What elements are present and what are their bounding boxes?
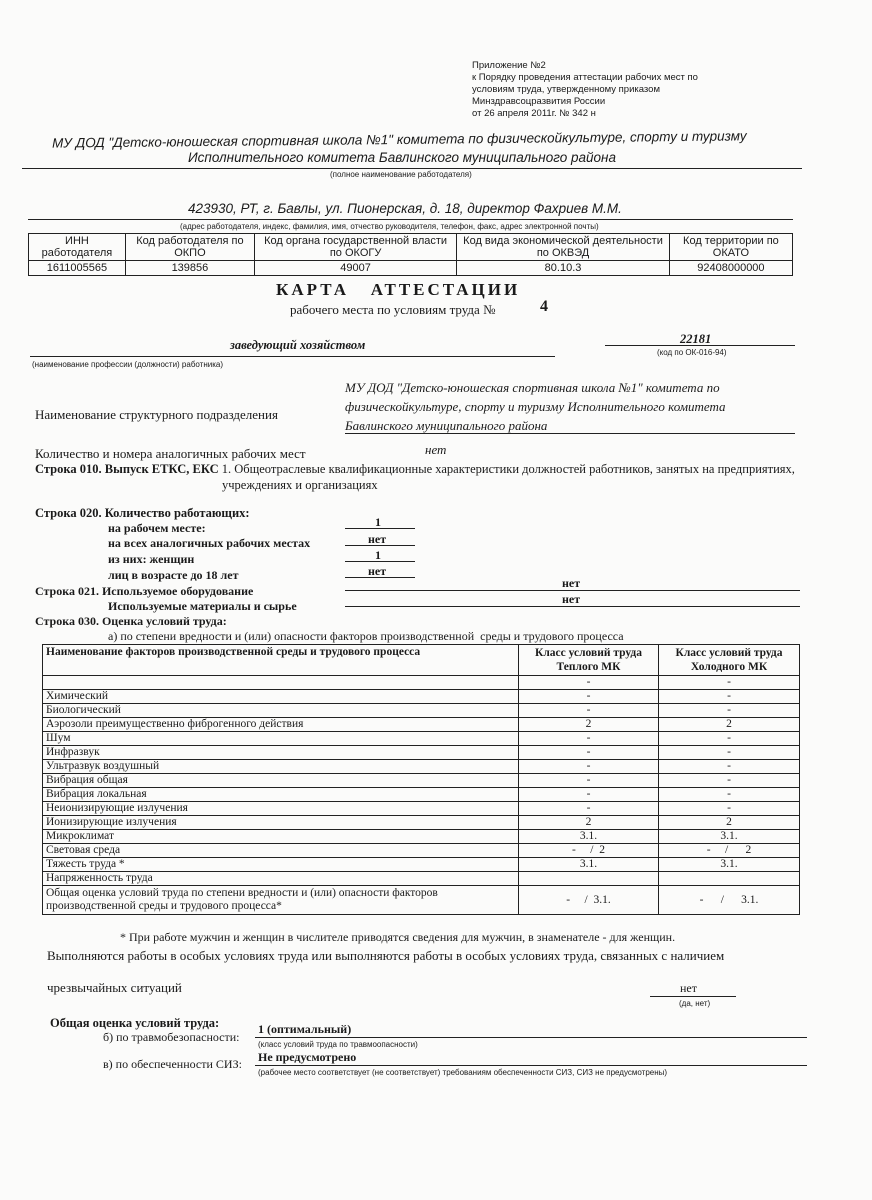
profession-code: 22181: [680, 332, 712, 346]
warm-class: -: [519, 788, 659, 802]
table-row: [43, 886, 800, 915]
row010-text: 1. Общеотраслевые квалификационные характеристики должностей работников, занятых на предприятиях,: [221, 462, 795, 476]
table-row: [43, 858, 800, 872]
cold-class: [659, 872, 800, 886]
appendix-line: от 26 апреля 2011г. № 342 н: [472, 108, 596, 119]
factor-name: Ультразвук воздушный: [43, 760, 519, 774]
table-row: [43, 746, 800, 760]
warm-class: 3.1.: [519, 858, 659, 872]
header-factor: Наименование факторов производственной среды и трудового процесса: [43, 645, 519, 676]
profession-code-caption: (код по ОК-016-94): [657, 348, 727, 357]
header-cold: Класс условий труда Холодного МК: [659, 645, 800, 676]
division-label: Наименование структурного подразделения: [35, 407, 278, 422]
cold-class: -: [659, 760, 800, 774]
special-text-1: Выполняются работы в особых условиях труда или выполняются работы в особых условиях труда, связанных с наличием: [47, 948, 725, 963]
cold-class: 2: [659, 718, 800, 732]
factor-name: Химический: [43, 690, 519, 704]
warm-class: -: [519, 802, 659, 816]
minors-value: нет: [368, 564, 387, 578]
ppe-value: Не предусмотрено: [258, 1050, 357, 1064]
cold-class: - / 3.1.: [659, 886, 800, 915]
analog-workers-label: на всех аналогичных рабочих местах: [108, 536, 311, 550]
warm-class: 2: [519, 718, 659, 732]
women-value: 1: [375, 548, 381, 562]
row010-text2: учреждениях и организациях: [222, 478, 378, 492]
workers-value: 1: [375, 515, 381, 529]
table-row: [43, 816, 800, 830]
factor-name: Световая среда: [43, 844, 519, 858]
cold-class: 2: [659, 816, 800, 830]
cold-class: 3.1.: [659, 858, 800, 872]
division-line: МУ ДОД "Детско-юношеская спортивная школа №1" комитета по: [345, 380, 720, 395]
cold-class: -: [659, 690, 800, 704]
injury-label: б) по травмобезопасности:: [103, 1030, 240, 1044]
table-row: [43, 704, 800, 718]
cold-class: -: [659, 732, 800, 746]
factor-name: Общая оценка условий труда по степени вредности и (или) опасности факторов производственной среды и трудового процесса*: [43, 886, 519, 915]
factor-name: Ионизирующие излучения: [43, 816, 519, 830]
appendix-note: [472, 60, 698, 120]
row021-label: Строка 021. Используемое оборудование: [35, 584, 254, 598]
table-row: [43, 872, 800, 886]
ppe-label: в) по обеспеченности СИЗ:: [103, 1057, 242, 1071]
codes-table: [28, 233, 793, 276]
ppe-caption: (рабочее место соответствует (не соответствует) требованиям обеспеченности СИЗ, СИЗ не предусмотрены): [258, 1068, 668, 1077]
factor-name: Неионизирующие излучения: [43, 802, 519, 816]
table-row: [43, 788, 800, 802]
table-row: [43, 830, 800, 844]
warm-class: 2: [519, 816, 659, 830]
table-row: [43, 802, 800, 816]
factor-name: Биологический: [43, 704, 519, 718]
profession-caption: (наименование профессии (должности) работника): [32, 360, 224, 369]
address-caption: (адрес работодателя, индекс, фамилия, имя, отчество руководителя, телефон, факс, адрес электронной почты): [180, 222, 599, 231]
division-value: [345, 378, 726, 435]
table-row: [43, 690, 800, 704]
value-inn: 1611005565: [29, 261, 126, 276]
warm-class: [519, 872, 659, 886]
table-row: [43, 844, 800, 858]
special-value: нет: [680, 981, 697, 995]
analog-label: Количество и номера аналогичных рабочих мест: [35, 446, 306, 461]
table-row: [43, 676, 800, 690]
materials-value: нет: [562, 592, 581, 606]
overall-label: Общая оценка условий труда:: [50, 1016, 220, 1030]
warm-class: - / 3.1.: [519, 886, 659, 915]
cold-class: -: [659, 788, 800, 802]
equipment-value: нет: [562, 576, 581, 590]
cold-class: -: [659, 676, 800, 690]
factor-name: Вибрация локальная: [43, 788, 519, 802]
division-line: Бавлинского муниципального района: [345, 418, 548, 433]
row030-sub: а) по степени вредности и (или) опасности факторов производственной среды и трудового процесса: [108, 629, 624, 643]
value-okved: 80.10.3: [457, 261, 670, 276]
cold-class: - / 2: [659, 844, 800, 858]
warm-class: -: [519, 704, 659, 718]
cold-class: -: [659, 704, 800, 718]
special-caption: (да, нет): [679, 999, 711, 1008]
warm-class: -: [519, 732, 659, 746]
factor-name: Аэрозоли преимущественно фиброгенного действия: [43, 718, 519, 732]
header-okogu: Код органа государственной власти по ОКОГУ: [254, 234, 456, 261]
employer-caption: (полное наименование работодателя): [330, 170, 472, 179]
injury-value: 1 (оптимальный): [258, 1022, 352, 1036]
warm-class: -: [519, 774, 659, 788]
header-okato: Код территории по ОКАТО: [669, 234, 792, 261]
factor-name: Инфразвук: [43, 746, 519, 760]
employer-name-1: МУ ДОД "Детско-юношеская спортивная школа №1" комитета по физическойкультуре, спорту и туризму: [51, 128, 747, 151]
warm-class: - / 2: [519, 844, 659, 858]
warm-class: -: [519, 760, 659, 774]
employer-name-2: Исполнительного комитета Бавлинского муниципального района: [188, 150, 616, 165]
header-warm: Класс условий труда Теплого МК: [519, 645, 659, 676]
analog-workers-value: нет: [368, 532, 387, 546]
workers-label: на рабочем месте:: [108, 521, 206, 535]
materials-label: Используемые материалы и сырье: [108, 599, 297, 613]
factor-name: Шум: [43, 732, 519, 746]
header-okpo: Код работодателя по ОКПО: [125, 234, 254, 261]
factor-name: Тяжесть труда *: [43, 858, 519, 872]
warm-class: -: [519, 746, 659, 760]
employer-address: 423930, РТ, г. Бавлы, ул. Пионерская, д. 18, директор Фахриев М.М.: [188, 201, 622, 216]
factors-table: [42, 644, 800, 915]
row010: [35, 462, 795, 477]
cold-class: -: [659, 774, 800, 788]
minors-label: лиц в возрасте до 18 лет: [108, 568, 239, 582]
document-subtitle: рабочего места по условиям труда №: [290, 302, 496, 317]
cold-class: 3.1.: [659, 830, 800, 844]
document-title: КАРТА АТТЕСТАЦИИ: [276, 280, 521, 299]
warm-class: -: [519, 676, 659, 690]
cold-class: -: [659, 802, 800, 816]
appendix-line: Минздравсоцразвития России: [472, 96, 606, 107]
analog-value: нет: [425, 442, 447, 457]
appendix-line: Приложение №2: [472, 60, 546, 71]
injury-caption: (класс условий труда по травмоопасности): [258, 1040, 418, 1049]
factor-name: Микроклимат: [43, 830, 519, 844]
header-okved: Код вида экономической деятельности по ОКВЭД: [457, 234, 670, 261]
warm-class: -: [519, 690, 659, 704]
value-okpo: 139856: [125, 261, 254, 276]
warm-class: 3.1.: [519, 830, 659, 844]
value-okato: 92408000000: [669, 261, 792, 276]
table-row: [43, 718, 800, 732]
header-inn: ИНН работодателя: [29, 234, 126, 261]
table-row: [43, 760, 800, 774]
value-okogu: 49007: [254, 261, 456, 276]
cold-class: -: [659, 746, 800, 760]
table-row: [43, 732, 800, 746]
division-line: физическойкультуре, спорту и туризму Исполнительного комитета: [345, 399, 726, 414]
row010-label: Строка 010. Выпуск ЕТКС, ЕКС: [35, 462, 219, 476]
table-row: [43, 774, 800, 788]
footnote: * При работе мужчин и женщин в числителе приводятся сведения для мужчин, в знаменателе - для женщин.: [120, 930, 676, 944]
profession-value: заведующий хозяйством: [230, 338, 366, 352]
special-text-2: чрезвычайных ситуаций: [47, 980, 182, 995]
women-label: из них: женщин: [108, 552, 195, 566]
factor-name: [43, 676, 519, 690]
row020-label: Строка 020. Количество работающих:: [35, 506, 250, 520]
factor-name: Напряженность труда: [43, 872, 519, 886]
factor-name: Вибрация общая: [43, 774, 519, 788]
appendix-line: условиям труда, утвержденному приказом: [472, 84, 660, 95]
card-number: 4: [540, 298, 548, 315]
appendix-line: к Порядку проведения аттестации рабочих мест по: [472, 72, 698, 83]
row030-label: Строка 030. Оценка условий труда:: [35, 614, 227, 628]
